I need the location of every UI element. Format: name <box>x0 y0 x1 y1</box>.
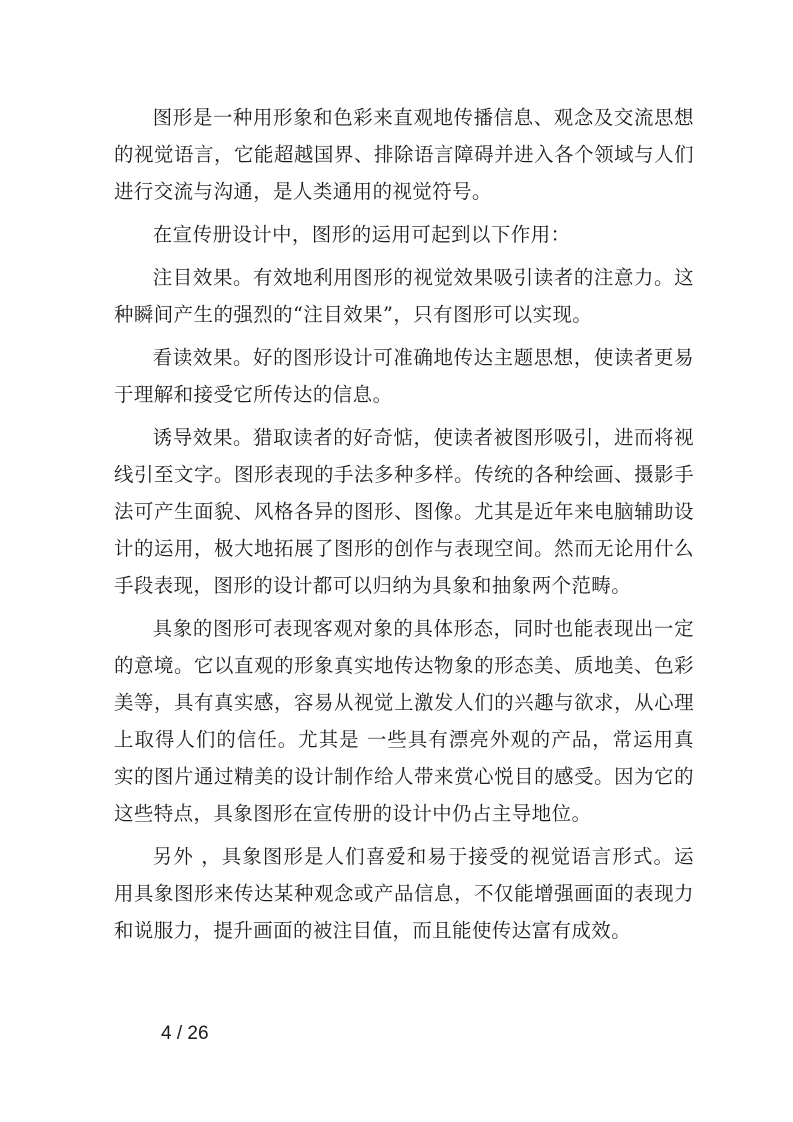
paragraph-attention-effect: 注目效果。有效地利用图形的视觉效果吸引读者的注意力。这种瞬间产生的强烈的“注目效果”，只有图形可以实现。 <box>114 266 694 326</box>
paragraph-intro: 图形是一种用形象和色彩来直观地传播信息、观念及交流思想的视觉语言，它能超越国界、排除语言障碍并进入各个领域与人们进行交流与沟通，是人类通用的视觉符号。 <box>114 106 694 203</box>
document-body <box>114 99 694 955</box>
paragraph-guiding-effect: 诱导效果。猎取读者的好奇惦，使读者被图形吸引，进而将视线引至文字。图形表现的手法多种多样。传统的各种绘画、摄影手法可产生面貌、风格各异的图形、图像。尤其是近年来电脑辅助设计的运用，极大地拓展了图形的创作与表现空间。然而无论用什么手段表现，图形的设计都可以归纳为具象和抽象两个范畴。 <box>114 426 694 597</box>
paragraph-additionally: 另外 ，具象图形是人们喜爱和易于接受的视觉语言形式。运用具象图形来传达某种观念或产品信息，不仅能增强画面的表现力和说服力，提升画面的被注目值，而且能使传达富有成效。 <box>114 845 694 942</box>
paragraph-roles-heading: 在宣传册设计中，图形的运用可起到以下作用： <box>152 223 571 246</box>
page-number: 4 / 26 <box>161 1023 209 1044</box>
paragraph-concrete-graphics: 具象的图形可表现客观对象的具体形态，同时也能表现出一定的意境。它以直观的形象真实地传达物象的形态美、质地美、色彩美等，具有真实感，容易从视觉上激发人们的兴趣与欲求，从心理上取得人们的信任。尤其是 一些具有漂亮外观的产品，常运用真实的图片通过精美的设计制作给人带来赏心悦目的感受。因为它的这些特点，具象图形在宣传册的设计中仍占主导地位。 <box>114 617 694 825</box>
paragraph-reading-effect: 看读效果。好的图形设计可准确地传达主题思想，使读者更易于理解和接受它所传达的信息。 <box>114 346 694 406</box>
